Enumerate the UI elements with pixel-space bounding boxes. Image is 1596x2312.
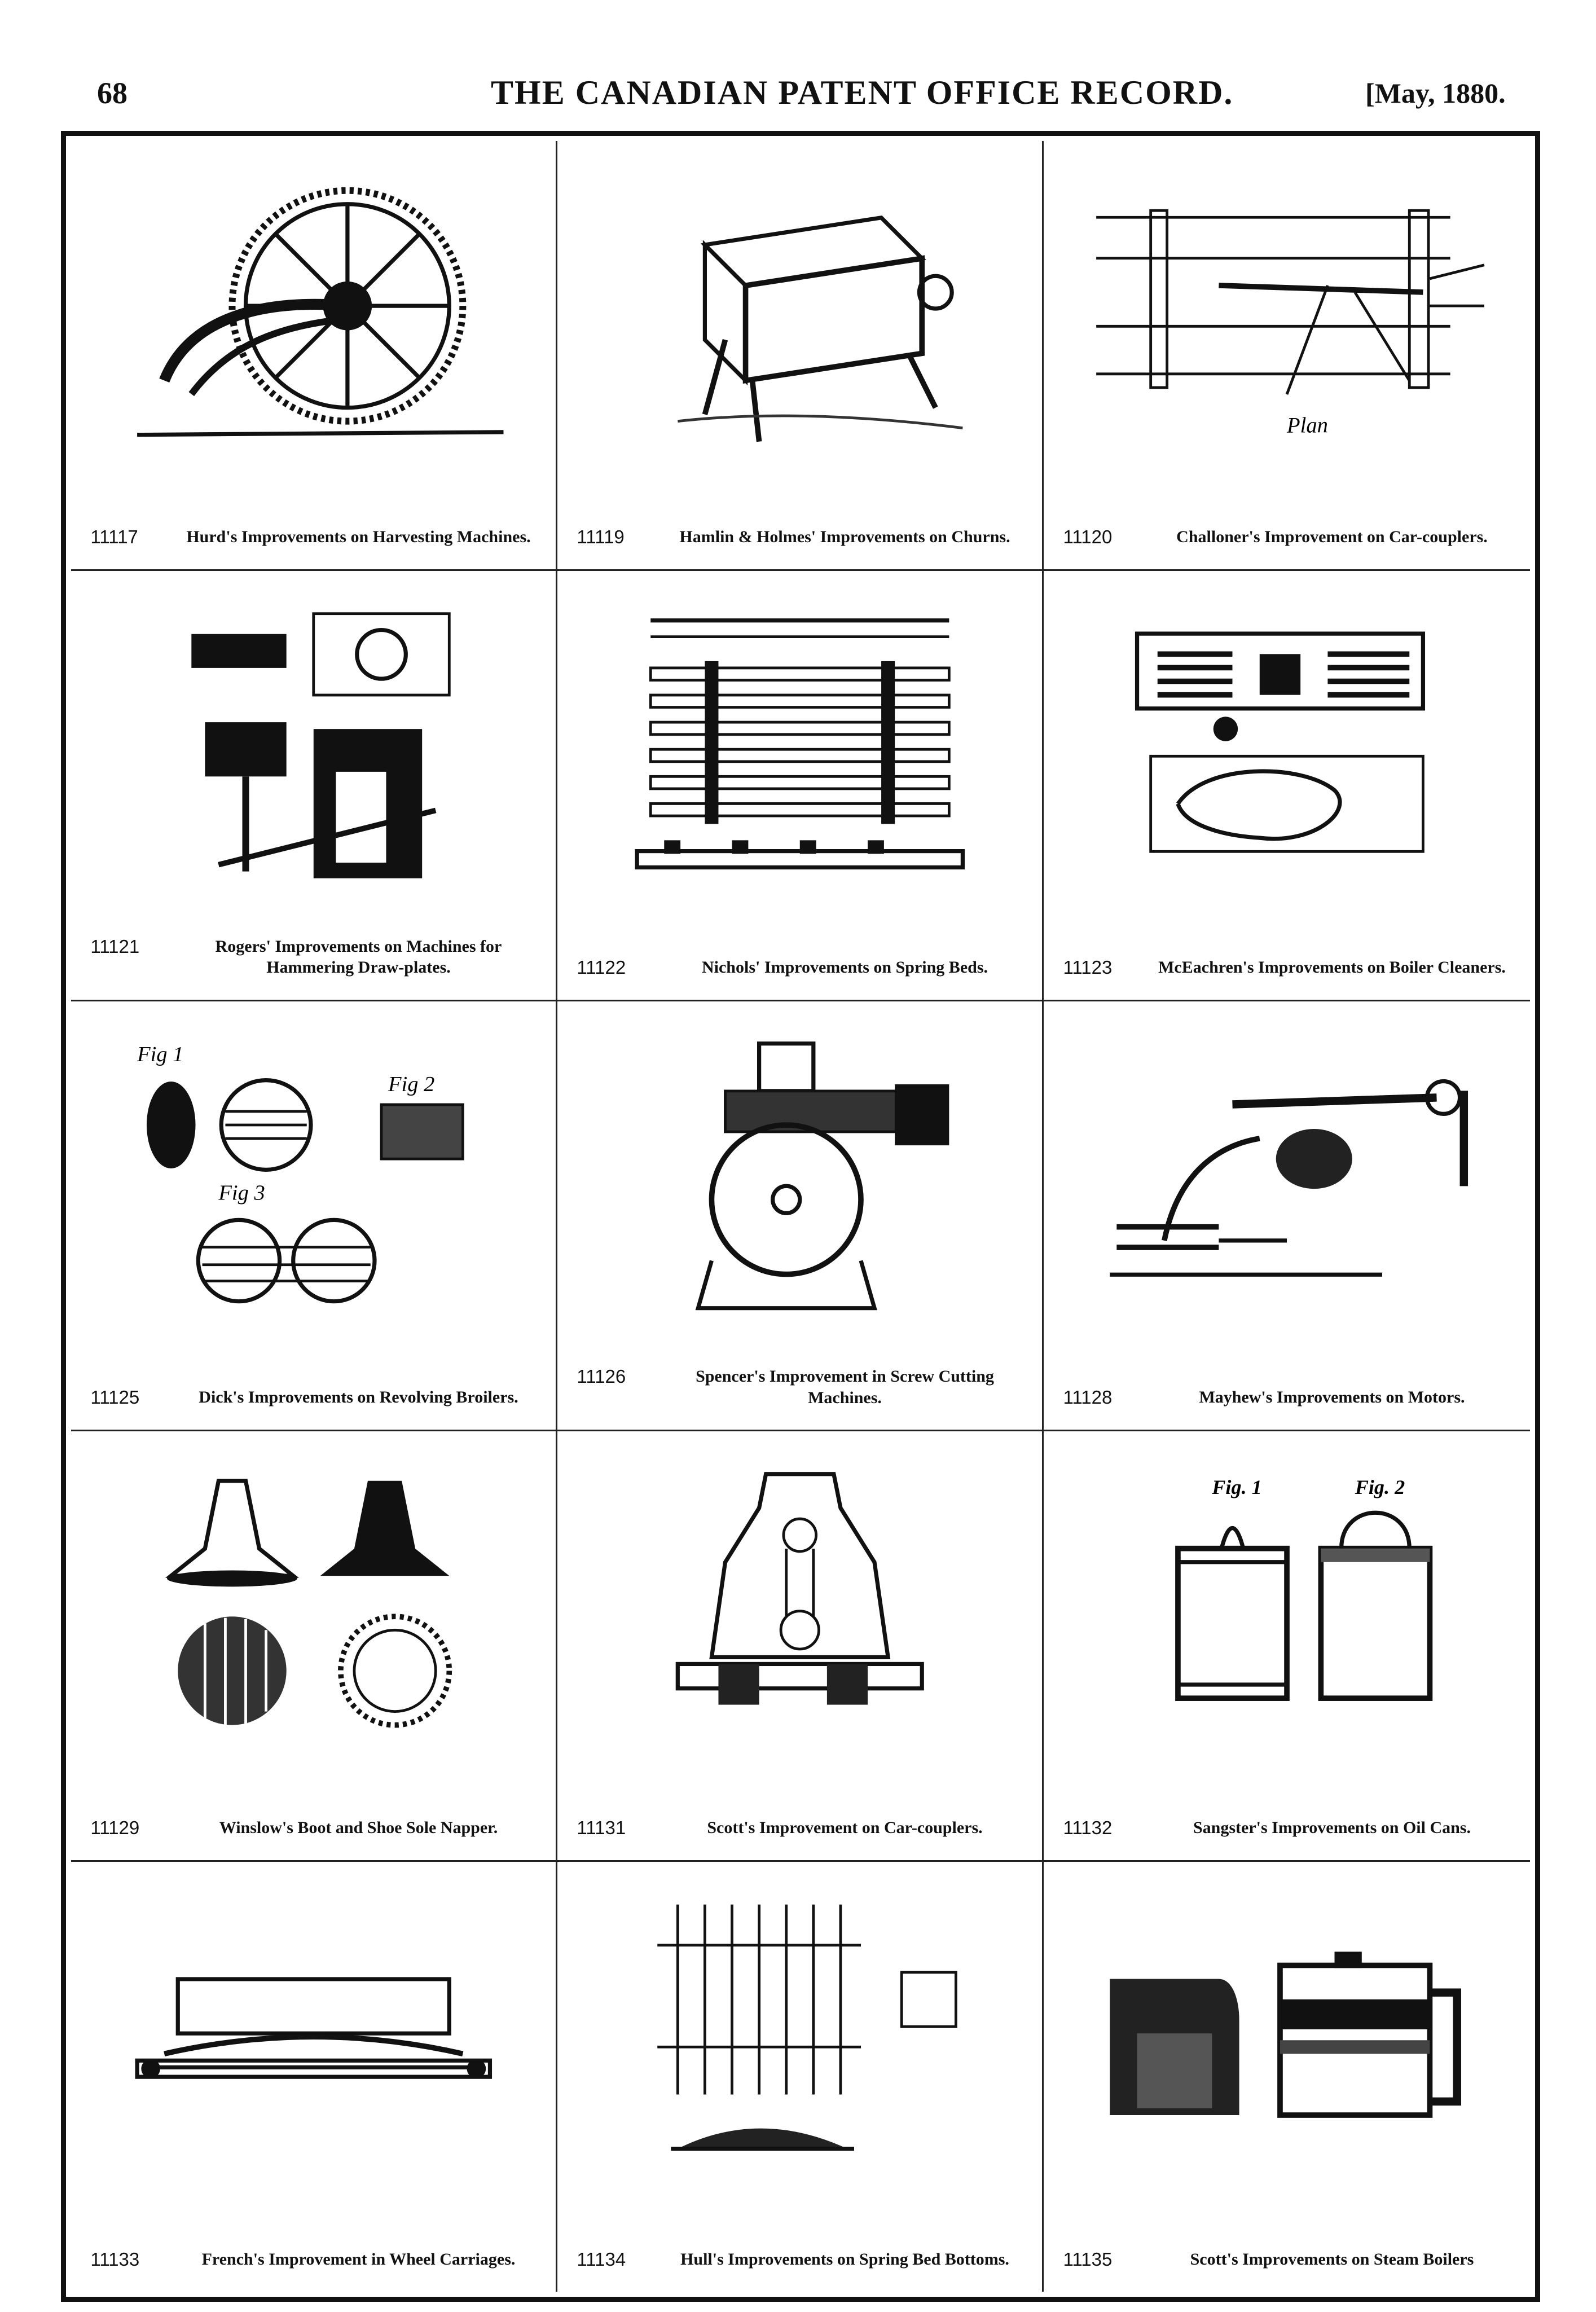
patent-title: Dick's Improvements on Revolving Broilers. (199, 1388, 518, 1407)
patent-caption (90, 1387, 536, 1408)
patent-number: 11122 (577, 956, 626, 978)
patent-title: Sangster's Improvements on Oil Cans. (1193, 1818, 1471, 1837)
patent-caption (1063, 2249, 1510, 2270)
patent-number: 11129 (90, 1817, 140, 1838)
patent-number: 11131 (577, 1817, 626, 1838)
patent-title: McEachren's Improvements on Boiler Cleaners. (1158, 957, 1506, 977)
figure-label-fig1: Fig. 1 (1212, 1475, 1262, 1498)
patent-number: 11134 (577, 2248, 626, 2270)
patent-caption (90, 526, 536, 548)
patent-number: 11119 (577, 526, 625, 548)
patent-figure-hammering-machine (110, 597, 517, 888)
figure-label-fig2: Fig 2 (388, 1073, 435, 1097)
patent-cell (557, 1431, 1044, 1861)
screw-cutting-machine-drawing (596, 1027, 1004, 1318)
patent-cell (557, 571, 1044, 1001)
patent-cell (71, 1862, 557, 2292)
patent-title: Mayhew's Improvements on Motors. (1199, 1388, 1465, 1407)
patent-cell (71, 141, 557, 571)
patent-figure-revolving-broiler (110, 1027, 517, 1318)
figure-label-fig2: Fig. 2 (1355, 1475, 1405, 1498)
patent-cell (557, 1001, 1044, 1431)
patent-title: Hurd's Improvements on Harvesting Machines. (186, 528, 531, 547)
patent-caption (1063, 526, 1510, 548)
spring-bed-bottom-drawing (596, 1887, 1004, 2179)
patent-title: Challoner's Improvement on Car-couplers. (1176, 528, 1488, 547)
patent-figure-spring-bed (596, 597, 1004, 888)
page-header (0, 0, 1596, 130)
figure-label-fig1: Fig 1 (137, 1043, 184, 1067)
patent-figure-harvester-wheel (110, 167, 517, 458)
oil-can-drawing (1083, 1457, 1491, 1748)
patent-number: 11123 (1063, 956, 1113, 978)
patent-number: 11135 (1063, 2248, 1113, 2270)
patent-title: Rogers' Improvements on Machines for Hammering Draw-plates. (215, 937, 502, 977)
patent-caption (1063, 1817, 1510, 1839)
patent-number: 11133 (90, 2248, 140, 2270)
patent-title: Hamlin & Holmes' Improvements on Churns. (679, 528, 1010, 547)
patent-caption (1063, 957, 1510, 978)
patent-figure-screw-cutting-machine (596, 1027, 1004, 1318)
wheel-carriage-drawing (110, 1887, 517, 2179)
patent-caption (577, 957, 1022, 978)
harvester-wheel-drawing (110, 167, 517, 458)
steam-boiler-drawing (1083, 1887, 1491, 2179)
patent-title: French's Improvement in Wheel Carriages. (201, 2249, 516, 2269)
patent-figure-boiler-cleaner (1083, 597, 1491, 888)
patent-figure-spring-bed-bottom (596, 1887, 1004, 2179)
patent-plate-frame (61, 131, 1540, 2302)
patent-caption (577, 2249, 1022, 2270)
patent-caption (577, 1817, 1022, 1839)
patent-cell (557, 1862, 1044, 2292)
patent-caption (577, 526, 1022, 548)
patent-cell (71, 571, 557, 1001)
patent-figure-sole-napper (110, 1457, 517, 1748)
patent-title: Spencer's Improvement in Screw Cutting Machines. (696, 1367, 994, 1407)
patent-number: 11125 (90, 1387, 140, 1408)
churn-drawing (596, 167, 1004, 458)
hammering-machine-drawing (110, 597, 517, 888)
patent-title: Nichols' Improvements on Spring Beds. (701, 957, 988, 977)
patent-caption (90, 1817, 536, 1839)
car-coupler-front-drawing (596, 1457, 1004, 1748)
patent-cell (71, 1431, 557, 1861)
figure-label-fig3: Fig 3 (218, 1181, 265, 1205)
car-coupler-plan-drawing (1083, 167, 1491, 458)
spring-bed-drawing (596, 597, 1004, 888)
patent-caption (1063, 1387, 1510, 1408)
patent-grid (71, 141, 1530, 2292)
patent-caption (90, 2249, 536, 2270)
sole-napper-drawing (110, 1457, 517, 1748)
journal-title: THE CANADIAN PATENT OFFICE RECORD. (491, 74, 1234, 111)
page-number: 68 (97, 76, 127, 110)
patent-figure-car-coupler-plan (1083, 167, 1491, 458)
patent-figure-motor (1083, 1027, 1491, 1318)
patent-figure-steam-boiler (1083, 1887, 1491, 2179)
patent-cell (1044, 1001, 1530, 1431)
patent-figure-churn (596, 167, 1004, 458)
patent-number: 11120 (1063, 526, 1113, 548)
patent-number: 11128 (1063, 1387, 1113, 1408)
patent-caption (577, 1366, 1022, 1408)
patent-title: Scott's Improvement on Car-couplers. (707, 1818, 983, 1837)
patent-figure-oil-can (1083, 1457, 1491, 1748)
patent-cell (71, 1001, 557, 1431)
patent-cell (1044, 141, 1530, 571)
patent-cell (1044, 571, 1530, 1001)
patent-cell (1044, 1862, 1530, 2292)
patent-number: 11117 (90, 526, 138, 548)
patent-figure-car-coupler-front (596, 1457, 1004, 1748)
patent-cell (557, 141, 1044, 571)
patent-title: Scott's Improvements on Steam Boilers (1190, 2249, 1474, 2269)
patent-title: Winslow's Boot and Shoe Sole Napper. (219, 1818, 498, 1837)
issue-date: [May, 1880. (1365, 77, 1506, 109)
boiler-cleaner-drawing (1083, 597, 1491, 888)
patent-number: 11126 (577, 1366, 626, 1387)
motor-drawing (1083, 1027, 1491, 1318)
patent-number: 11132 (1063, 1817, 1113, 1838)
figure-label-plan: Plan (1286, 414, 1328, 438)
revolving-broiler-drawing (110, 1027, 517, 1318)
patent-caption (90, 936, 536, 978)
patent-number: 11121 (90, 935, 140, 957)
patent-figure-wheel-carriage (110, 1887, 517, 2179)
patent-cell (1044, 1431, 1530, 1861)
patent-title: Hull's Improvements on Spring Bed Bottoms. (680, 2249, 1009, 2269)
